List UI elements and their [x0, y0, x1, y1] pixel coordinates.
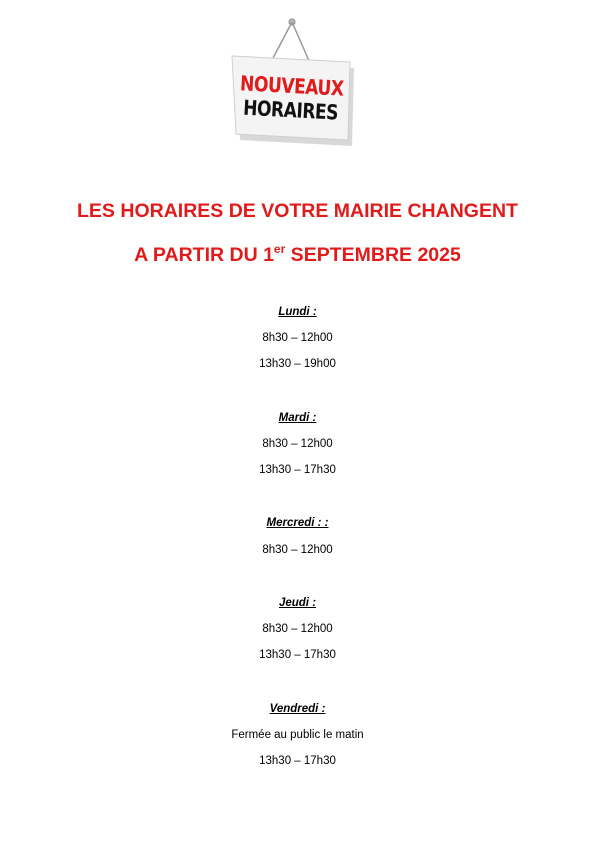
hours-line: 13h30 – 17h30 — [259, 464, 336, 476]
hours-line: 8h30 – 12h00 — [262, 623, 333, 635]
hours-line: Fermée au public le matin — [231, 729, 364, 741]
hanging-sign-icon — [222, 16, 372, 151]
day-label-lundi: Lundi : — [278, 306, 317, 318]
day-label-jeudi: Jeudi : — [278, 597, 317, 609]
title-prefix: A PARTIR DU 1 — [134, 244, 274, 266]
day-label-vendredi: Vendredi : — [269, 703, 326, 715]
hours-line: 13h30 – 17h30 — [259, 755, 336, 767]
title-superscript: er — [273, 242, 286, 256]
hours-line: 13h30 – 17h30 — [259, 649, 336, 661]
day-label-mercredi: Mercredi : : — [266, 517, 329, 529]
page-title-line-2 — [0, 242, 595, 267]
hours-line: 13h30 – 19h00 — [259, 358, 336, 370]
sign-line-2: HORAIRES — [242, 96, 339, 126]
hours-line: 8h30 – 12h00 — [262, 438, 333, 450]
sign-line-1: NOUVEAUX — [239, 71, 345, 102]
hours-line: 8h30 – 12h00 — [262, 332, 333, 344]
title-suffix: SEPTEMBRE 2025 — [285, 244, 461, 266]
day-label-mardi: Mardi : — [278, 412, 317, 424]
hours-line: 8h30 – 12h00 — [262, 544, 333, 556]
page-title-line-1: LES HORAIRES DE VOTRE MAIRIE CHANGENT — [77, 200, 518, 222]
